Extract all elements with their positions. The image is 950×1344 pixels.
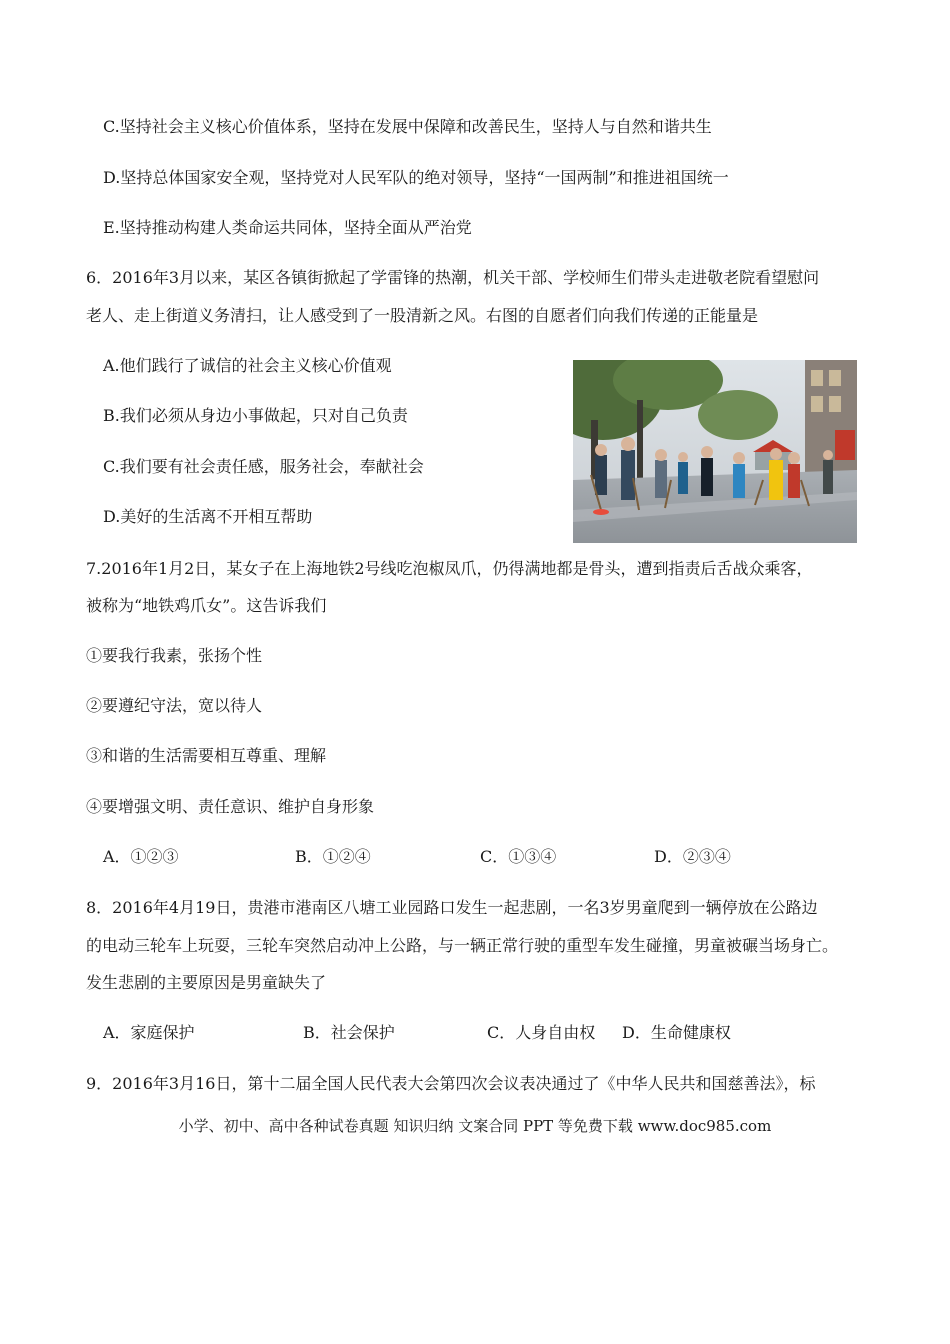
- q8-option-c: C．人身自由权: [487, 1023, 596, 1042]
- q6-option-b: B.我们必须从身边小事做起，只对自己负责: [103, 406, 408, 425]
- q8-option-a: A．家庭保护: [103, 1023, 195, 1042]
- q6-option-c: C.我们要有社会责任感，服务社会，奉献社会: [103, 457, 424, 476]
- q8-option-d: D．生命健康权: [622, 1023, 731, 1042]
- q5-option-e: E.坚持推动构建人类命运共同体，坚持全面从严治党: [103, 218, 472, 237]
- q8-stem-line2: 的电动三轮车上玩耍，三轮车突然启动冲上公路，与一辆正常行驶的重型车发生碰撞，男童被碾当场身亡。: [86, 936, 839, 955]
- q7-option-c: C．①③④: [480, 847, 557, 866]
- q7-option-d: D．②③④: [654, 847, 731, 866]
- q7-stem-line2: 被称为“地铁鸡爪女”。这告诉我们: [86, 596, 327, 615]
- volunteers-sweeping-photo: [573, 360, 857, 543]
- q7-statement-4: ④要增强文明、责任意识、维护自身形象: [86, 797, 375, 816]
- q7-stem-line1: 7.2016年1月2日，某女子在上海地铁2号线吃泡椒凤爪，仍得满地都是骨头，遭到指责后舌战众乘客，: [86, 559, 813, 578]
- q8-option-b: B．社会保护: [303, 1023, 395, 1042]
- page-footer: 小学、初中、高中各种试卷真题 知识归纳 文案合同 PPT 等免费下载 www.doc985.com: [178, 1117, 772, 1135]
- q7-option-a: A．①②③: [103, 847, 179, 866]
- q7-statement-3: ③和谐的生活需要相互尊重、理解: [86, 746, 327, 765]
- q8-stem-line3: 发生悲剧的主要原因是男童缺失了: [86, 973, 327, 992]
- q6-stem-line2: 老人、走上街道义务清扫，让人感受到了一股清新之风。右图的自愿者们向我们传递的正能量是: [86, 306, 759, 325]
- q9-stem-line1: 9．2016年3月16日，第十二届全国人民代表大会第四次会议表决通过了《中华人民共和国慈善法》，标: [86, 1074, 816, 1093]
- q7-option-b: B．①②④: [295, 847, 371, 866]
- q8-stem-line1: 8．2016年4月19日，贵港市港南区八塘工业园路口发生一起悲剧，一名3岁男童爬到一辆停放在公路边: [86, 898, 818, 917]
- q5-option-d: D.坚持总体国家安全观，坚持党对人民军队的绝对领导，坚持“一国两制”和推进祖国统一: [103, 168, 729, 187]
- q6-option-d: D.美好的生活离不开相互帮助: [103, 507, 313, 526]
- q5-option-c: C.坚持社会主义核心价值体系，坚持在发展中保障和改善民生，坚持人与自然和谐共生: [103, 117, 712, 136]
- q6-stem-line1: 6．2016年3月以来，某区各镇街掀起了学雷锋的热潮，机关干部、学校师生们带头走进敬老院看望慰问: [86, 268, 820, 287]
- q7-statement-2: ②要遵纪守法，宽以待人: [86, 696, 263, 715]
- q7-statement-1: ①要我行我素，张扬个性: [86, 646, 263, 665]
- q6-option-a: A.他们践行了诚信的社会主义核心价值观: [103, 356, 392, 375]
